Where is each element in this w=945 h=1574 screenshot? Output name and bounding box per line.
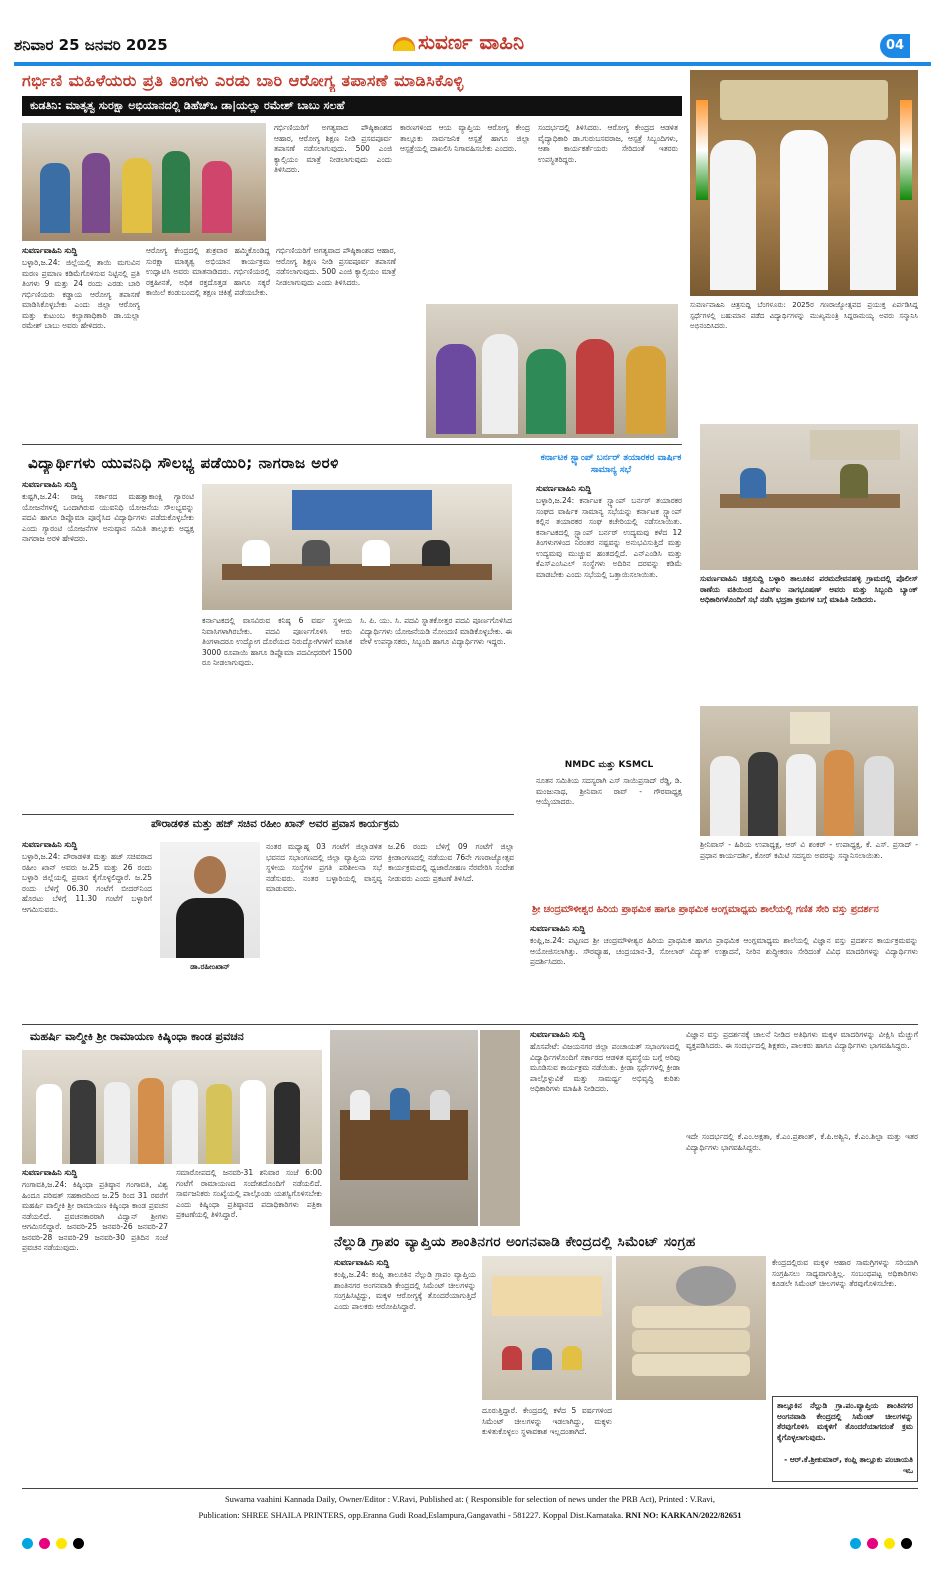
- registration-dot-icon: [901, 1538, 912, 1549]
- registration-dot-icon: [56, 1538, 67, 1549]
- story5-col3: ವಿಜ್ಞಾನ ವಸ್ತು ಪ್ರದರ್ಶನಕ್ಕೆ ಚಾಲನೆ ನೀಡಿದ ಅತಿಥಿಗಳು ಮಕ್ಕಳ ಮಾದರಿಗಳನ್ನು ವೀಕ್ಷಿಸಿ ಮೆಚ್ಚುಗೆ ವ್ಯಕ್ತಪಡಿಸಿದರು. ಈ ಸಂದರ್ಭದಲ್ಲಿ ಶಿಕ್ಷಕರು, ಪಾಲಕರು ಹಾಗೂ ವಿದ್ಯಾರ್ಥಿಗಳು ಭಾಗವಹಿಸಿದ್ದರು.: [686, 1030, 918, 1050]
- police-meeting-caption: ಸುವರ್ಣವಾಹಿನಿ ಚಿತ್ರಸುದ್ದಿ ಬಳ್ಳಾರಿ ತಾಲೂಕಿನ ಪರಮದೇವನಹಳ್ಳಿ ಗ್ರಾಮದಲ್ಲಿ ಪೊಲೀಸ್ ಠಾಣೆಯ ವತಿಯಿಂದ ಪಿಎಸ್‌ಐ ನಾಗಭೂಷಣ್ ಅವರು ಮತ್ತು ಸಿಬ್ಬಂದಿ ಬ್ಯಾಂಕ್ ಅಧಿಕಾರಿಗಳೊಂದಿಗೆ ಸಭೆ ನಡೆಸಿ ಭದ್ರತಾ ಕ್ರಮಗಳ ಬಗ್ಗೆ ಮಾಹಿತಿ ನೀಡಿದರು.: [700, 574, 918, 604]
- story6-col1: ಗಂಗಾವತಿ,ಜ.24: ಕಿಷ್ಕಿಂಧಾ ಪ್ರತಿಷ್ಠಾನ ಗಂಗಾವತಿ, ವಿಶ್ವ ಹಿಂದೂ ಪರಿಷತ್ ಸಹಕಾರದಿಂದ ಜ.25 ರಿಂದ 31 ರವರೆಗೆ ಮಹರ್ಷಿ ವಾಲ್ಮೀಕಿ ಶ್ರೀ ರಾಮಾಯಣ ಕಿಷ್ಕಿಂಧಾ ಕಾಂಡ ಪ್ರವಚನ ನಡೆಯಲಿದೆ. ಪ್ರವಚನಕಾರರಾಗಿ ವಿದ್ವಾನ್ ಶ್ರೀಗಳು ಆಗಮಿಸಲಿದ್ದಾರೆ. ಜನವರಿ-25 ಜನವರಿ-26 ಜನವರಿ-27 ಜನವರಿ-28 ಜನವರಿ-29 ಜನವರಿ-30 ಪ್ರತಿದಿನ ಸಂಜೆ ಪ್ರವಚನ ನಡೆಯುವುದು.: [22, 1180, 168, 1252]
- story2-col3: ಸಿ. ಪಿ. ಯು. ಸಿ. ಪದವಿ ಸ್ನಾತಕೋತ್ತರ ಪದವಿ ಪೂರ್ಣಗೊಳಿಸಿದ ವಿದ್ಯಾರ್ಥಿಗಳು ಯೋಜನೆಯಡಿ ನೋಂದಣಿ ಮಾಡಿಕೊಳ್ಳಬೇಕು. ಈ ವೇಳೆ ಉಪನ್ಯಾಸಕರು, ಸಿಬ್ಬಂದಿ ಹಾಗೂ ವಿದ್ಯಾರ್ಥಿಗಳು ಇದ್ದರು.: [360, 616, 512, 646]
- story2-col1: ಕುಷ್ಟಗಿ,ಜ.24: ರಾಜ್ಯ ಸರ್ಕಾರದ ಮಹತ್ವಾಕಾಂಕ್ಷಿ ಗ್ಯಾರಂಟಿ ಯೋಜನೆಗಳಲ್ಲಿ ಒಂದಾಗಿರುವ ಯುವನಿಧಿ ಯೋಜನೆಯ ಸೌಲಭ್ಯವನ್ನು ಪದವಿ ಹಾಗೂ ಡಿಪ್ಲೊಮಾ ಪೂರೈಸಿದ ವಿದ್ಯಾರ್ಥಿಗಳು ಪಡೆದುಕೊಳ್ಳಬೇಕು ಎಂದು ಗ್ಯಾರಂಟಿ ಯೋಜನೆಗಳ ಅನುಷ್ಠಾನ ಸಮಿತಿ ತಾಲ್ಲೂಕು ಅಧ್ಯಕ್ಷ ನಾಗರಾಜ ಅರಳಿ ಹೇಳಿದರು.: [22, 492, 194, 543]
- registration-marks: [22, 1538, 918, 1552]
- story5-body: ಕಂಪ್ಲಿ,ಜ.24: ಪಟ್ಟಣದ ಶ್ರೀ ಚಂದ್ರಮೌಳೀಶ್ವರ ಹಿರಿಯ ಪ್ರಾಥಮಿಕ ಹಾಗೂ ಪ್ರಾಥಮಿಕ ಆಂಗ್ಲಮಾಧ್ಯಮ ಶಾಲೆಯಲ್ಲಿ ವಿಜ್ಞಾನ ವಸ್ತು ಪ್ರದರ್ಶನ ಕಾರ್ಯಕ್ರಮವನ್ನು ಆಯೋಜಿಸಲಾಗಿತ್ತು. ಸೌರವ್ಯೂಹ, ಚಂದ್ರಯಾನ-3, ಸೋಲಾರ್ ವಿದ್ಯುತ್ ಉತ್ಪಾದನೆ, ನೀರಿನ ಶುದ್ಧೀಕರಣ ಸೇರಿದಂತೆ ವಿವಿಧ ಮಾದರಿಗಳನ್ನು ವಿದ್ಯಾರ್ಥಿಗಳು ಪ್ರದರ್ಶಿಸಿದರು.: [530, 936, 918, 966]
- footer-line2: Publication: SHREE SHAILA PRINTERS, opp.Eranna Gudi Road,Eslampura,Gangavathi - 581227. Koppal Dist.Karnataka.: [198, 1510, 624, 1520]
- paper-name: ಸುವರ್ಣ ವಾಹಿನಿ: [418, 30, 525, 54]
- issue-date: ಶನಿವಾರ 25 ಜನವರಿ 2025: [14, 36, 168, 54]
- story8-quote: ತಾಲ್ಲೂಕಿನ ನೆಲ್ಲುಡಿ ಗ್ರಾ.ಪಂ.ವ್ಯಾಪ್ತಿಯ ಶಾಂತಿನಗರ ಅಂಗನವಾಡಿ ಕೇಂದ್ರದಲ್ಲಿ ಸಿಮೆಂಟ್ ಚೀಲಗಳನ್ನು ತೆರವುಗೊಳಿಸಿ ಮಕ್ಕಳಿಗೆ ತೊಂದರೆಯಾಗದಂತೆ ಕ್ರಮ ಕೈಗೊಳ್ಳಲಾಗುವುದು.: [777, 1401, 913, 1442]
- footer-rule: [22, 1488, 918, 1489]
- story2-headline: ವಿದ್ಯಾರ್ಥಿಗಳು ಯುವನಿಧಿ ಸೌಲಭ್ಯ ಪಡೆಯಿರಿ; ನಾಗರಾಜ ಅರಳಿ: [28, 454, 339, 472]
- registration-dots-left: [22, 1538, 90, 1552]
- registration-dot-icon: [39, 1538, 50, 1549]
- footer-line2-wrap: [22, 1510, 918, 1520]
- story6-byline: ಸುವರ್ಣವಾಹಿನಿ ಸುದ್ದಿ: [22, 1168, 78, 1177]
- story3-col2: ನಂತರ ಮಧ್ಯಾಹ್ನ 03 ಗಂಟೆಗೆ ಜಿಲ್ಲಾಡಳಿತ ಭವನದ ಸಭಾಂಗಣದಲ್ಲಿ ಜಿಲ್ಲಾ ವ್ಯಾಪ್ತಿಯ ನಗರ ಸ್ಥಳೀಯ ಸಂಸ್ಥೆಗಳ ಪ್ರಗತಿ ಪರಿಶೀಲನಾ ಸಭೆ ನಡೆಸುವರು. ನಂತರ ಬಳ್ಳಾರಿಯಲ್ಲಿ ವಾಸ್ತವ್ಯ ಮಾಡುವರು.: [266, 842, 382, 893]
- story1-col1: ಬಳ್ಳಾರಿ,ಜ.24: ಜಿಲ್ಲೆಯಲ್ಲಿ ತಾಯಿ ಮಗುವಿನ ಮರಣ ಪ್ರಮಾಣ ಕಡಿಮೆಗೊಳಿಸುವ ನಿಟ್ಟಿನಲ್ಲಿ ಪ್ರತಿ ತಿಂಗಳು 9 ಮತ್ತು 24 ರಂದು ಎರಡು ಬಾರಿ ಗರ್ಭಿಣಿಯರು ಕಡ್ಡಾಯ ಆರೋಗ್ಯ ತಪಾಸಣೆ ಮಾಡಿಸಿಕೊಳ್ಳಬೇಕು ಎಂದು ಜಿಲ್ಲಾ ಆರೋಗ್ಯ ಮತ್ತು ಕುಟುಂಬ ಕಲ್ಯಾಣಾಧಿಕಾರಿ ಡಾ.ಯಲ್ಲಾ ರಮೇಶ್ ಬಾಬು ಅವರು ಹೇಳಿದರು.: [22, 258, 140, 330]
- registration-dot-icon: [22, 1538, 33, 1549]
- cm-felicitation-caption: ಸುವರ್ಣವಾಹಿನಿ ಚಿತ್ರಸುದ್ದಿ ಬೆಂಗಳೂರು: 2025ರ ಗಣರಾಜ್ಯೋತ್ಸವದ ಪ್ರಯುಕ್ತ ಏರ್ಪಡಿಸಿದ್ದ ಸ್ಪರ್ಧೆಗಳಲ್ಲಿ ಬಹುಮಾನ ಪಡೆದ ವಿದ್ಯಾರ್ಥಿಗಳನ್ನು ಮುಖ್ಯಮಂತ್ರಿ ಸಿದ್ದರಾಮಯ್ಯ ಅವರು ಸನ್ಮಾನಿಸಿ ಅಭಿನಂದಿಸಿದರು.: [690, 301, 918, 330]
- story6-col2: ಸಮಾರೋಪದಲ್ಲಿ ಜನವರಿ-31 ಶನಿವಾರ ಸಂಜೆ 6:00 ಗಂಟೆಗೆ ರಾಮಾಯಣದ ಸಂದೇಶದೊಂದಿಗೆ ನಡೆಯಲಿದೆ. ಸಾರ್ವಜನಿಕರು ಸಂಖ್ಯೆಯಲ್ಲಿ ಪಾಲ್ಗೊಂಡು ಯಶಸ್ವಿಗೊಳಿಸಬೇಕು ಎಂದು ಕಿಷ್ಕಿಂಧಾ ಪ್ರತಿಷ್ಠಾನದ ಪದಾಧಿಕಾರಿಗಳು ಪತ್ರಿಕಾ ಪ್ರಕಟಣೆಯಲ್ಲಿ ತಿಳಿಸಿದ್ದಾರೆ.: [176, 1168, 322, 1219]
- story1-col5: ಸಂದರ್ಭದಲ್ಲಿ ತಿಳಿಸಿದರು. ಆರೋಗ್ಯ ಕೇಂದ್ರದ ಆಡಳಿತ ವೈದ್ಯಾಧಿಕಾರಿ ಡಾ.ಗುರುಬಸವರಾಜ, ಆಸ್ಪತ್ರೆ ಸಿಬ್ಬಂದಿಗಳು, ಆಶಾ ಕಾರ್ಯಕರ್ತೆಯರು ಸೇರಿದಂತೆ ಇತರರು ಉಪಸ್ಥಿತರಿದ್ದರು.: [538, 123, 678, 164]
- stamp-burner-meeting-photo: [700, 706, 918, 836]
- story3-headline: ಪೌರಾಡಳಿತ ಮತ್ತು ಹಜ್ ಸಚಿವ ರಹೀಂ ಖಾನ್ ಅವರ ಪ್ರವಾಸ ಕಾರ್ಯಕ್ರಮ: [151, 818, 399, 830]
- registration-dot-icon: [867, 1538, 878, 1549]
- story3-col3: ಜ.26 ರಂದು ಬೆಳಿಗ್ಗೆ 09 ಗಂಟೆಗೆ ಜಿಲ್ಲಾ ಕ್ರೀಡಾಂಗಣದಲ್ಲಿ ನಡೆಯುವ 76ನೇ ಗಣರಾಜ್ಯೋತ್ಸವ ಕಾರ್ಯಕ್ರಮದಲ್ಲಿ ಧ್ವಜಾರೋಹಣ ನೆರವೇರಿಸಿ ಸಂದೇಶ ನೀಡುವರು ಎಂದು ಪ್ರಕಟಣೆ ತಿಳಿಸಿದೆ.: [388, 842, 514, 883]
- police-meeting-photo: [700, 424, 918, 570]
- story8-quote-box: [772, 1396, 918, 1482]
- story5-headline: ಶ್ರೀ ಚಂದ್ರಮೌಳೀಶ್ವರ ಹಿರಿಯ ಪ್ರಾಥಮಿಕ ಹಾಗೂ ಪ್ರಾಥಮಿಕ ಆಂಗ್ಲಮಾಧ್ಯಮ ಶಾಲೆಯಲ್ಲಿ ಗಣಿತ ಸೇರಿ ವಸ್ತು ಪ್ರದರ್ಶನ: [532, 904, 879, 915]
- divider-2: [22, 814, 514, 815]
- story5-byline: ಸುವರ್ಣವಾಹಿನಿ ಸುದ್ದಿ: [530, 924, 586, 933]
- paper-masthead: [390, 30, 524, 54]
- story7-col2: ಇದೇ ಸಂದರ್ಭದಲ್ಲಿ ಕೆ.ಎಂ.ಅಕ್ಷತಾ, ಕೆ.ಎಂ.ಪ್ರಶಾಂತ್, ಕೆ.ಪಿ.ಅಶ್ವಿನಿ, ಕೆ.ಎಂ.ಶಿಲ್ಪಾ ಮತ್ತು ಇತರ ವಿದ್ಯಾರ್ಥಿಗಳು ಭಾಗವಹಿಸಿದ್ದರು.: [686, 1132, 918, 1152]
- story8-col3: ಕೇಂದ್ರದಲ್ಲಿರುವ ಮಕ್ಕಳ ಆಹಾರ ಸಾಮಗ್ರಿಗಳನ್ನು ಸರಿಯಾಗಿ ಸಂಗ್ರಹಿಸಲು ಸಾಧ್ಯವಾಗುತ್ತಿಲ್ಲ. ಸಂಬಂಧಪಟ್ಟ ಅಧಿಕಾರಿಗಳು ಕೂಡಲೇ ಸಿಮೆಂಟ್ ಚೀಲಗಳನ್ನು ತೆರವುಗೊಳಿಸಬೇಕು.: [772, 1258, 918, 1288]
- footer-rni: RNI NO: KARKAN/2022/82651: [625, 1510, 742, 1520]
- story4-highlight: NMDC ಮತ್ತು KSMCL: [564, 760, 654, 770]
- registration-dots-right: [850, 1538, 918, 1552]
- story4-byline: ಸುವರ್ಣವಾಹಿನಿ ಸುದ್ದಿ: [536, 484, 592, 493]
- story2-byline: ಸುವರ್ಣವಾಹಿನಿ ಸುದ್ದಿ: [22, 480, 78, 489]
- story7-body: ಹೊಸಪೇಟೆ: ವಿಜಯನಗರ ಜಿಲ್ಲಾ ಪಂಚಾಯತ್ ಸಭಾಂಗಣದಲ್ಲಿ ವಿದ್ಯಾರ್ಥಿಗಳೊಂದಿಗೆ ಸರ್ಕಾರದ ಆಡಳಿತ ವ್ಯವಸ್ಥೆಯ ಬಗ್ಗೆ ಅರಿವು ಮೂಡಿಸುವ ಕಾರ್ಯಕ್ರಮ ನಡೆಯಿತು. ಕ್ರೀಡಾ ಸ್ಪರ್ಧೆಗಳಲ್ಲಿ ಕ್ರೀಡಾ ಪಾಲ್ಗೊಳ್ಳುವಿಕೆ ಮತ್ತು ಸಾಮರ್ಥ್ಯ ಅಭಿವೃದ್ಧಿ ಕುರಿತು ಅಧಿಕಾರಿಗಳು ಮಾಹಿತಿ ನೀಡಿದರು.: [530, 1042, 680, 1093]
- story1-headline: ಗರ್ಭಿಣಿ ಮಹಿಳೆಯರು ಪ್ರತಿ ತಿಂಗಳು ಎರಡು ಬಾರಿ ಆರೋಗ್ಯ ತಪಾಸಣೆ ಮಾಡಿಸಿಕೊಳ್ಳಿ: [22, 71, 464, 90]
- rahim-khan-portrait: [160, 842, 260, 958]
- anganwadi-children-photo: [482, 1256, 612, 1400]
- story4-headline: ಕರ್ನಾಟಕ ಸ್ಟ್ಯಾಂಪ್ ಬರ್ನರ್ ತಯಾರಕರ ವಾರ್ಷಿಕ ಸಾಮಾನ್ಯ ಸಭೆ: [540, 453, 682, 475]
- story8-byline: ಸುವರ್ಣವಾಹಿನಿ ಸುದ್ದಿ: [334, 1258, 390, 1267]
- story2-photo: [202, 484, 512, 610]
- story3-col1: ಬಳ್ಳಾರಿ,ಜ.24: ಪೌರಾಡಳಿತ ಮತ್ತು ಹಜ್ ಸಚಿವರಾದ ರಹೀಂ ಖಾನ್ ಅವರು ಜ.25 ಮತ್ತು 26 ರಂದು ಬಳ್ಳಾರಿ ಜಿಲ್ಲೆಯಲ್ಲಿ ಪ್ರವಾಸ ಕೈಗೊಳ್ಳಲಿದ್ದಾರೆ. ಜ.25 ರಂದು ಬೆಳಿಗ್ಗೆ 06.30 ಗಂಟೆಗೆ ಬೀದರ್‌ನಿಂದ ಹೊರಟು ಬೆಳಿಗ್ಗೆ 11.30 ಗಂಟೆಗೆ ಬಳ್ಳಾರಿಗೆ ಆಗಮಿಸುವರು.: [22, 852, 152, 914]
- story1-photo-checkup: [426, 304, 678, 438]
- story6-headline: ಮಹರ್ಷಿ ವಾಲ್ಮೀಕಿ ಶ್ರೀ ರಾಮಾಯಣ ಕಿಷ್ಕಿಂಧಾ ಕಾಂಡ ಪ್ರವಚನ: [30, 1030, 244, 1043]
- story8-col2: ದೂರುತ್ತಿದ್ದಾರೆ. ಕೇಂದ್ರದಲ್ಲಿ ಕಳೆದ 5 ವರ್ಷಗಳಿಂದ ಸಿಮೆಂಟ್ ಚೀಲಗಳನ್ನು ಇಡಲಾಗಿದ್ದು, ಮಕ್ಕಳು ಕುಳಿತುಕೊಳ್ಳಲು ಸ್ಥಳಾವಕಾಶ ಇಲ್ಲದಂತಾಗಿದೆ.: [482, 1406, 612, 1436]
- story1-col4: ಕಾರಣಗಳಿಂದ ಆಯ ವ್ಯಾಪ್ತಿಯ ಆರೋಗ್ಯ ಕೇಂದ್ರ ತಾಲ್ಲೂಕು ಸಾರ್ವಜನಿಕ ಆಸ್ಪತ್ರೆ ಹಾಗೂ ಜಿಲ್ಲಾ ಆಸ್ಪತ್ರೆಯಲ್ಲಿ ದಾಖಲಿಸಿ ನಿಗಾವಹಿಸಬೇಕು ಎಂದರು.: [400, 123, 530, 153]
- story1-photo-event: [22, 123, 266, 241]
- masthead-rule: [14, 62, 931, 66]
- sun-logo-icon: [393, 37, 415, 51]
- story1-col3b: ಗರ್ಭಿಣಿಯರಿಗೆ ಅಗತ್ಯವಾದ ಪೌಷ್ಠಿಕಾಂಶದ ಆಹಾರ, ಆರೋಗ್ಯ ಶಿಕ್ಷಣ ನೀಡಿ ಪ್ರಸವಪೂರ್ವ ತಪಾಸಣೆ ನಡೆಸಲಾಗುವುದು. 500 ಎಂಜಿ ಕ್ಯಾಲ್ಸಿಯಂ ಮಾತ್ರೆ ನೀಡಲಾಗುವುದು ಎಂದು ತಿಳಿಸಿದರು.: [276, 246, 396, 287]
- registration-dot-icon: [850, 1538, 861, 1549]
- story6-photo: [22, 1050, 322, 1164]
- registration-dot-icon: [73, 1538, 84, 1549]
- story4-body: ಬಳ್ಳಾರಿ,ಜ.24: ಕರ್ನಾಟಕ ಸ್ಟ್ಯಾಂಪ್ ಬರ್ನರ್ ತಯಾರಕರ ಸಂಘದ ವಾರ್ಷಿಕ ಸಾಮಾನ್ಯ ಸಭೆಯನ್ನು ಕರ್ನಾಟಕ ಸ್ಟ್ಯಾಂಪ್ ಕಲ್ಲಿನ ತಯಾರಕರ ಸಂಘ ಕಚೇರಿಯಲ್ಲಿ ನಡೆಸಲಾಯಿತು. ಕರ್ನಾಟಕದಲ್ಲಿ ಸ್ಟ್ಯಾಂಪ್ ಬರ್ನರ್ ಉದ್ಯಮವು ಕಳೆದ 12 ತಿಂಗಳುಗಳಿಂದ ನಿರಂತರ ನಷ್ಟವನ್ನು ಅನುಭವಿಸುತ್ತಿದೆ ಮತ್ತು ಉದ್ಯಮವು ಮುಚ್ಚುವ ಹಂತದಲ್ಲಿದೆ. ಎನ್‌ಎಂಡಿಸಿ ಮತ್ತು ಕೆಎಸ್‌ಎಂಸಿಎಲ್ ಸಂಸ್ಥೆಗಳು ಅದಿರಿನ ದರವನ್ನು ಕಡಿಮೆ ಮಾಡಬೇಕು ಎಂದು ಸಭೆಯಲ್ಲಿ ಒತ್ತಾಯಿಸಲಾಯಿತು.: [536, 496, 682, 579]
- story1-byline: ಸುವರ್ಣವಾಹಿನಿ ಸುದ್ದಿ: [22, 246, 78, 255]
- story1-subhead: ಕುಡತಿನಿ: ಮಾತೃತ್ವ ಸುರಕ್ಷಾ ಅಭಿಯಾನದಲ್ಲಿ ಡಿಹೆಚ್ಒ ಡಾ|ಯಲ್ಲಾ ರಮೇಶ್ ಬಾಬು ಸಲಹೆ: [22, 96, 682, 116]
- story7-photo-hall: [480, 1030, 520, 1226]
- story8-col1: ಕಂಪ್ಲಿ,ಜ.24: ಕಂಪ್ಲಿ ತಾಲೂಕಿನ ನೆಲ್ಲುಡಿ ಗ್ರಾಪಂ ವ್ಯಾಪ್ತಿಯ ಶಾಂತಿನಗರ ಅಂಗನವಾಡಿ ಕೇಂದ್ರದಲ್ಲಿ ಸಿಮೆಂಟ್ ಚೀಲಗಳನ್ನು ಸಂಗ್ರಹಿಸಿಟ್ಟಿದ್ದು, ಮಕ್ಕಳ ಆರೋಗ್ಯಕ್ಕೆ ತೊಂದರೆಯಾಗುತ್ತಿದೆ ಎಂದು ಪಾಲಕರು ಆರೋಪಿಸಿದ್ದಾರೆ.: [334, 1270, 476, 1311]
- story1-col3: ಗರ್ಭಿಣಿಯರಿಗೆ ಅಗತ್ಯವಾದ ಪೌಷ್ಠಿಕಾಂಶದ ಆಹಾರ, ಆರೋಗ್ಯ ಶಿಕ್ಷಣ ನೀಡಿ ಪ್ರಸವಪೂರ್ವ ತಪಾಸಣೆ ನಡೆಸಲಾಗುವುದು. 500 ಎಂಜಿ ಕ್ಯಾಲ್ಸಿಯಂ ಮಾತ್ರೆ ನೀಡಲಾಗುವುದು ಎಂದು ತಿಳಿಸಿದರು.: [274, 123, 392, 174]
- divider-1: [22, 444, 682, 445]
- cement-bags-photo: [616, 1256, 766, 1400]
- divider-3: [22, 1024, 918, 1025]
- story2-col2: ಕರ್ನಾಟಕದಲ್ಲಿ ವಾಸವಿರುವ ಕನಿಷ್ಠ 6 ವರ್ಷ ಸ್ಥಳೀಯ ನಿವಾಸಿಗಳಾಗಿರಬೇಕು. ಪದವಿ ಪೂರ್ಣಗೊಳಿಸಿ ಆರು ತಿಂಗಳಾದರೂ ಉದ್ಯೋಗ ದೊರೆಯದ ನಿರುದ್ಯೋಗಿಗಳಿಗೆ ಮಾಸಿಕ 3000 ರೂಪಾಯಿ ಹಾಗೂ ಡಿಪ್ಲೊಮಾ ಪದವೀಧರರಿಗೆ 1500 ರೂ ನೀಡಲಾಗುವುದು.: [202, 616, 352, 667]
- cm-felicitation-photo: [690, 70, 918, 296]
- story4-body2: ನೂತನ ಸಮಿತಿಯ ಸದಸ್ಯರಾಗಿ ಎಸ್ ಸಾಯಿಪ್ರಸಾದ್ ರೆಡ್ಡಿ, ಡಿ. ಮಂಜುನಾಥ, ಶ್ರೀನಿವಾಸ ರಾವ್ - ಗೌರವಾಧ್ಯಕ್ಷ ಆಯ್ಕೆಯಾದರು.: [536, 776, 682, 806]
- story3-photo-caption: ಡಾ.ರಹೀಂಖಾನ್: [190, 962, 230, 971]
- registration-dot-icon: [884, 1538, 895, 1549]
- story8-headline: ನೆಲ್ಲುಡಿ ಗ್ರಾಪಂ ವ್ಯಾಪ್ತಿಯ ಶಾಂತಿನಗರ ಅಂಗನವಾಡಿ ಕೇಂದ್ರದಲ್ಲಿ ಸಿಮೆಂಟ್ ಸಂಗ್ರಹ: [334, 1234, 696, 1250]
- footer-line1: Suwarna vaahini Kannada Daily, Owner/Editor : V.Ravi, Published at: ( Responsible for selection of news under the PRB Act), Printed : V.Ravi,: [224, 1494, 716, 1504]
- story7-byline: ಸುವರ್ಣವಾಹಿನಿ ಸುದ್ದಿ: [530, 1030, 586, 1039]
- story3-byline: ಸುವರ್ಣವಾಹಿನಿ ಸುದ್ದಿ: [22, 840, 78, 849]
- stamp-burner-meeting-caption: ಶ್ರೀನಿವಾಸ್ - ಹಿರಿಯ ಉಪಾಧ್ಯಕ್ಷ, ಆರ್ ವಿ ಶಂಕರ್ - ಉಪಾಧ್ಯಕ್ಷ, ಕೆ. ಎಸ್. ಪ್ರಸಾದ್ - ಪ್ರಧಾನ ಕಾರ್ಯದರ್ಶಿ, ಕೋರ್ ಕಮಿಟಿ ಸದಸ್ಯರು ಅವರನ್ನು ಸನ್ಮಾನಿಸಲಾಯಿತು.: [700, 840, 918, 860]
- story1-col2: ಆರೋಗ್ಯ ಕೇಂದ್ರದಲ್ಲಿ ಶುಕ್ರವಾರ ಹಮ್ಮಿಕೊಂಡಿದ್ದ ಸುರಕ್ಷಾ ಮಾತೃತ್ವ ಅಭಿಯಾನ ಕಾರ್ಯಕ್ರಮ ಉದ್ಘಾಟಿಸಿ ಅವರು ಮಾತನಾಡಿದರು. ಗರ್ಭಿಣಿಯರಲ್ಲಿ ರಕ್ತಹೀನತೆ, ಅಧಿಕ ರಕ್ತದೊತ್ತಡ ಹಾಗೂ ಸಕ್ಕರೆ ಕಾಯಿಲೆ ಕಂಡುಬಂದಲ್ಲಿ ತಕ್ಷಣ ಚಿಕಿತ್ಸೆ ಪಡೆಯಬೇಕು.: [146, 246, 270, 297]
- story7-photo: [330, 1030, 478, 1226]
- page-number: 04: [880, 34, 910, 58]
- story8-quote-author: - ಆರ್.ಕೆ.ಶ್ರೀಕುಮಾರ್, ಕಂಪ್ಲಿ ತಾಲ್ಲೂಕು ಪಂಚಾಯತಿ ಇಒ: [784, 1455, 913, 1475]
